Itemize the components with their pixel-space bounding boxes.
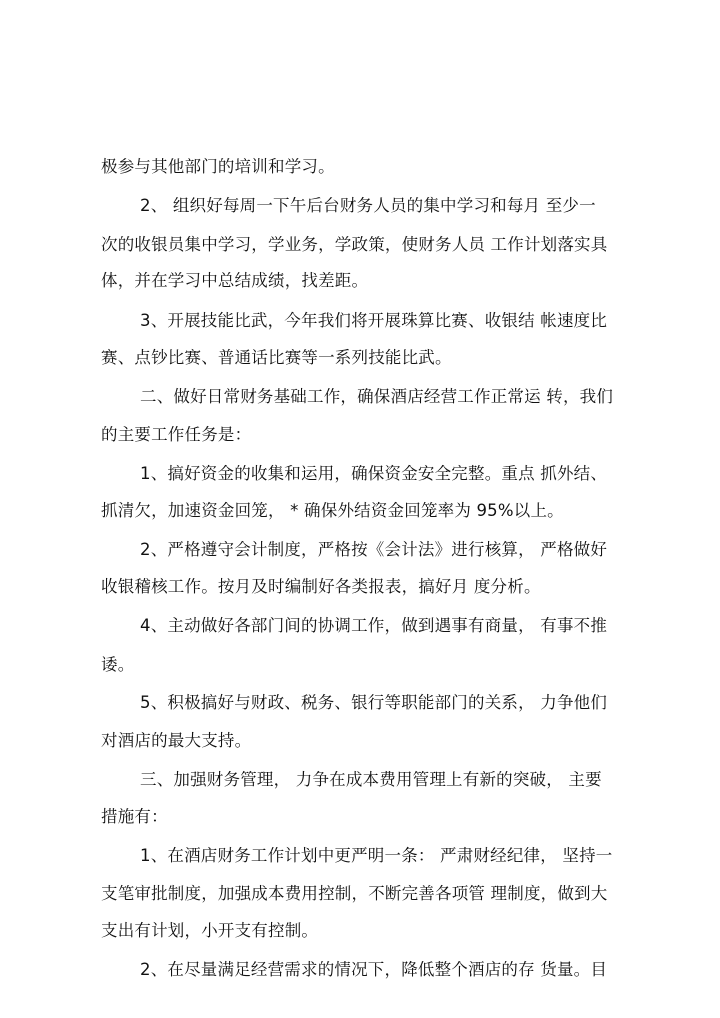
text-line: 1、搞好资金的收集和运用，确保资金安全完整。重点 抓外结、 bbox=[140, 464, 608, 483]
text-line: 抓清欠，加速资金回笼， * 确保外结资金回笼率为 95%以上。 bbox=[101, 501, 564, 520]
text-line: 三、加强财务管理， 力争在成本费用管理上有新的突破， 主要 bbox=[140, 770, 602, 789]
text-line: 支笔审批制度，加强成本费用控制，不断完善各项管 理制度，做到大 bbox=[101, 884, 608, 903]
text-line: 支出有计划，小开支有控制。 bbox=[101, 921, 319, 940]
text-line: 收银稽核工作。按月及时编制好各类报表，搞好月 度分析。 bbox=[101, 577, 541, 596]
text-line: 对酒店的最大支持。 bbox=[101, 731, 252, 750]
text-line: 4、主动做好各部门间的协调工作，做到遇事有商量， 有事不推 bbox=[140, 616, 608, 635]
text-line: 2、在尽量满足经营需求的情况下，降低整个酒店的存 货量。目 bbox=[140, 960, 608, 979]
text-line: 体，并在学习中总结成绩，找差距。 bbox=[101, 271, 369, 290]
text-line: 2、严格遵守会计制度，严格按《会计法》进行核算， 严格做好 bbox=[140, 540, 608, 559]
text-line: 赛、点钞比赛、普通话比赛等一系列技能比武。 bbox=[101, 348, 452, 367]
text-line: 的主要工作任务是： bbox=[101, 425, 252, 444]
text-line: 5、积极搞好与财政、税务、银行等职能部门的关系， 力争他们 bbox=[140, 693, 608, 712]
text-line: 诿。 bbox=[101, 655, 135, 674]
text-line: 极参与其他部门的培训和学习。 bbox=[101, 157, 335, 176]
text-line: 二、做好日常财务基础工作，确保酒店经营工作正常运 转，我们 bbox=[140, 387, 614, 406]
text-line: 次的收银员集中学习，学业务，学政策，使财务人员 工作计划落实具 bbox=[101, 235, 608, 254]
text-line: 3、开展技能比武，今年我们将开展珠算比赛、收银结 帐速度比 bbox=[140, 311, 608, 330]
text-line: 措施有： bbox=[101, 807, 168, 826]
text-line: 1、在酒店财务工作计划中更严明一条： 严肃财经纪律， 坚持一 bbox=[140, 846, 613, 865]
text-line: 2、 组织好每周一下午后台财务人员的集中学习和每月 至少一 bbox=[140, 196, 596, 215]
